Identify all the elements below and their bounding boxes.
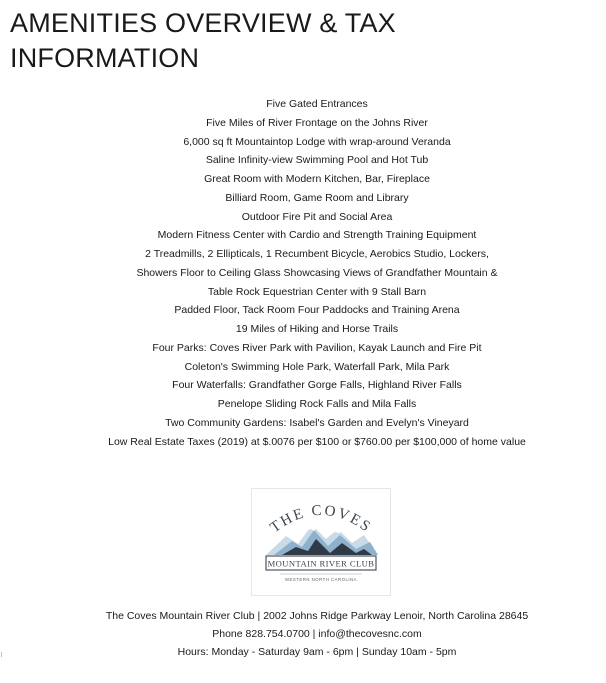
- amenity-item: Coleton's Swimming Hole Park, Waterfall Park, Mila Park: [184, 360, 450, 373]
- amenity-item: Saline Infinity-view Swimming Pool and Hot Tub: [205, 154, 429, 167]
- amenity-item: Modern Fitness Center with Cardio and Strength Training Equipment: [157, 229, 477, 242]
- amenity-item: Outdoor Fire Pit and Social Area: [241, 210, 393, 223]
- logo-name-text: THE COVES: [267, 502, 375, 537]
- logo-tagline: WESTERN NORTH CAROLINA: [284, 577, 358, 582]
- footer-hours: Hours: Monday - Saturday 9am - 6pm | Sunday 10am - 5pm: [177, 646, 457, 658]
- amenity-item: Showers Floor to Ceiling Glass Showcasing Views of Grandfather Mountain &: [136, 266, 498, 279]
- amenity-item: Penelope Sliding Rock Falls and Mila Falls: [217, 398, 417, 410]
- amenity-item: Two Community Gardens: Isabel's Garden and Evelyn's Vineyard: [165, 416, 469, 429]
- amenity-item: Five Miles of River Frontage on the Johns River: [206, 116, 428, 129]
- contact-footer: [0, 607, 606, 661]
- page-edge-mark: [1, 652, 2, 657]
- club-logo: [251, 488, 391, 596]
- amenities-list: [0, 95, 606, 451]
- amenity-item: Table Rock Equestrian Center with 9 Stall Barn: [207, 285, 427, 298]
- amenity-item: Padded Floor, Tack Room Four Paddocks and Training Arena: [174, 304, 460, 317]
- amenity-item: 6,000 sq ft Mountaintop Lodge with wrap-around Veranda: [183, 135, 451, 148]
- page-title: AMENITIES OVERVIEW & TAX INFORMATION: [10, 8, 396, 73]
- amenity-item: Great Room with Modern Kitchen, Bar, Fireplace: [204, 173, 430, 185]
- amenity-item: 2 Treadmills, 2 Ellipticals, 1 Recumbent Bicycle, Aerobics Studio, Lockers,: [145, 248, 489, 260]
- footer-contact: Phone 828.754.0700 | info@thecovesnc.com: [212, 628, 422, 640]
- amenity-item: Four Waterfalls: Grandfather Gorge Falls, Highland River Falls: [172, 379, 462, 392]
- logo-name-arc: [267, 503, 374, 536]
- amenity-item: Low Real Estate Taxes (2019) at $.0076 per $100 or $760.00 per $100,000 of home value: [108, 435, 526, 448]
- amenity-item: 19 Miles of Hiking and Horse Trails: [235, 323, 399, 335]
- logo-banner-text: MOUNTAIN RIVER CLUB: [267, 558, 375, 569]
- amenity-item: Five Gated Entrances: [266, 98, 368, 110]
- footer-address: The Coves Mountain River Club | 2002 Johns Ridge Parkway Lenoir, North Carolina 28645: [105, 610, 529, 622]
- amenity-item: Four Parks: Coves River Park with Pavilion, Kayak Launch and Fire Pit: [152, 341, 482, 354]
- coves-logo-graphic: [252, 489, 390, 595]
- amenity-item: Billiard Room, Game Room and Library: [225, 191, 409, 204]
